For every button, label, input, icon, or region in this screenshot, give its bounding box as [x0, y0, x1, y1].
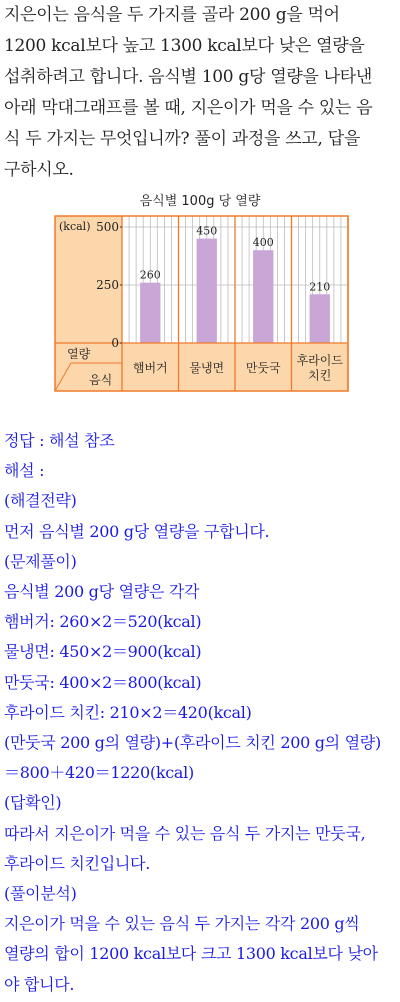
- bar: [310, 294, 330, 343]
- category-label: 치킨: [308, 368, 332, 383]
- calc-line-chicken: 후라이드 치킨: 210×2＝420(kcal): [4, 702, 252, 722]
- solution-line: 먼저 음식별 200 g당 열량을 구합니다.: [4, 521, 270, 541]
- answer-line: 정답 : 해설 참조: [4, 431, 115, 450]
- calc-line-dumpling: 만둣국: 400×2＝800(kcal): [4, 672, 202, 692]
- data-label: 400: [252, 236, 274, 250]
- conclusion-line: 후라이드 치킨입니다.: [4, 853, 150, 873]
- solution-line: 음식별 200 g당 열량은 각각: [4, 582, 200, 602]
- data-label: 260: [139, 268, 161, 282]
- corner-bottom-label: 음식: [89, 373, 113, 387]
- analysis-heading: (풀이분석): [4, 884, 77, 904]
- y-tick-label: 250: [96, 278, 119, 292]
- y-axis-label: (kcal): [59, 220, 91, 233]
- bar-chart: [0, 205, 400, 395]
- analysis-line: 야 합니다.: [4, 974, 75, 994]
- y-tick-label: 0: [111, 336, 119, 350]
- bar: [140, 283, 160, 343]
- bar: [253, 250, 273, 343]
- solution-text: [4, 426, 398, 1000]
- problem-line: 구하시오.: [4, 160, 74, 180]
- corner-top-label: 열량: [67, 347, 91, 361]
- problem-line: 섭취하려고 합니다. 음식별 100 g당 열량을 나타낸: [4, 67, 373, 87]
- y-tick-label: 500: [96, 220, 119, 234]
- calc-line-hamburger: 햄버거: 260×2＝520(kcal): [4, 612, 202, 632]
- sum-result-line: ＝800＋420＝1220(kcal): [4, 763, 194, 783]
- data-label: 450: [196, 224, 218, 238]
- check-heading: (답확인): [4, 793, 62, 813]
- problem-line: 1200 kcal보다 높고 1300 kcal보다 낮은 열량을: [4, 36, 365, 56]
- solving-heading: (문제풀이): [4, 551, 77, 571]
- analysis-line: 열량의 합이 1200 kcal보다 크고 1300 kcal보다 낮아: [4, 944, 378, 964]
- analysis-line: 지은이가 먹을 수 있는 음식 두 가지는 각각 200 g씩: [4, 914, 360, 934]
- problem-text: [4, 0, 398, 186]
- problem-line: 아래 막대그래프를 볼 때, 지은이가 먹을 수 있는 음: [4, 98, 373, 118]
- category-label: 햄버거: [132, 361, 168, 375]
- strategy-heading: (해결전략): [4, 491, 77, 511]
- conclusion-line: 따라서 지은이가 먹을 수 있는 음식 두 가지는 만둣국,: [4, 823, 366, 843]
- category-label: 만둣국: [245, 361, 281, 375]
- explanation-heading: 해설 :: [4, 461, 45, 481]
- category-label: 물냉면: [189, 361, 225, 375]
- chart-title: 음식별 100g 당 열량: [139, 194, 261, 209]
- data-label: 210: [309, 280, 331, 294]
- sum-line: (만둣국 200 g의 열량)+(후라이드 치킨 200 g의 열량): [4, 733, 381, 753]
- calc-line-naengmyeon: 물냉면: 450×2＝900(kcal): [4, 642, 202, 662]
- problem-line: 지은이는 음식을 두 가지를 골라 200 g을 먹어: [4, 5, 340, 25]
- category-label: 후라이드: [296, 353, 343, 368]
- problem-line: 식 두 가지는 무엇입니까? 풀이 과정을 쓰고, 답을: [4, 129, 360, 149]
- bar: [197, 239, 217, 343]
